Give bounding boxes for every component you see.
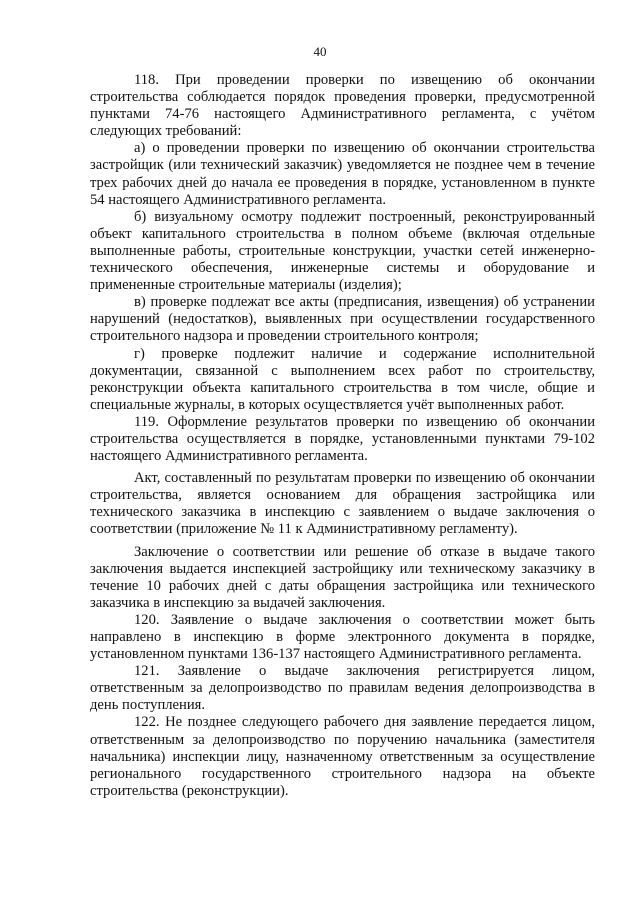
paragraph-119-conclusion: Заключение о соответствии или решение об отказе в выдаче такого заключения выдается инспекцией застройщику или техническому заказчику в течение 10 рабочих дней с даты обращения застройщика или технического заказчика в инспекцию за выдачей заключения. [90,543,595,611]
paragraph-118: 118. При проведении проверки по извещению об окончании строительства соблюдается порядок проведения проверки, предусмотренной пунктами 74-76 настоящего Административного регламента, с учётом следующих требований: [90,72,595,140]
page-number: 40 [313,44,327,59]
paragraph-119: 119. Оформление результатов проверки по извещению об окончании строительства осуществляется в порядке, установленными пунктами 79-102 настоящего Административного регламента. [90,413,595,465]
paragraph-119-act: Акт, составленный по результатам проверки по извещению об окончании строительства, является основанием для обращения застройщика или технического заказчика в инспекцию с заявлением о выдаче заключения о соответствии (приложение № 11 к Административному регламенту). [90,470,595,538]
document-body [90,72,595,800]
paragraph-118-b: б) визуальному осмотру подлежит построенный, реконструированный объект капитального строительства в полном объеме (включая отдельные выполненные работы, строительные конструкции, участки сетей инженерно-технического обеспечения, инженерные системы и оборудование и примененные строительные материалы (изделия); [90,208,595,294]
paragraph-118-a: а) о проведении проверки по извещению об окончании строительства застройщик (или технический заказчик) уведомляется не позднее чем в течение трех рабочих дней до начала ее проведения в порядке, установленном в пункте 54 настоящего Административного регламента. [90,140,595,208]
paragraph-122: 122. Не позднее следующего рабочего дня заявление передается лицом, ответственным за делопроизводство по поручению начальника (заместителя начальника) инспекции лицу, назначенному ответственным за осуществление регионального государственного строительного надзора на объекте строительства (реконструкции). [90,714,595,799]
paragraph-121: 121. Заявление о выдаче заключения регистрируется лицом, ответственным за делопроизводство по правилам ведения делопроизводства в день поступления. [90,663,595,714]
paragraph-118-v: в) проверке подлежат все акты (предписания, извещения) об устранении нарушений (недостатков), выявленных при осуществлении государственного строительного надзора и проведении строительного контроля; [90,294,595,345]
paragraph-118-g: г) проверке подлежит наличие и содержание исполнительной документации, связанной с выполнением всех работ по строительству, реконструкции объекта капитального строительства в том числе, общие и специальные журналы, в которых осуществляется учёт выполненных работ. [90,345,595,413]
paragraph-120: 120. Заявление о выдаче заключения о соответствии может быть направлено в инспекцию в форме электронного документа в порядке, установленном пунктами 136-137 настоящего Административного регламента. [90,611,595,663]
